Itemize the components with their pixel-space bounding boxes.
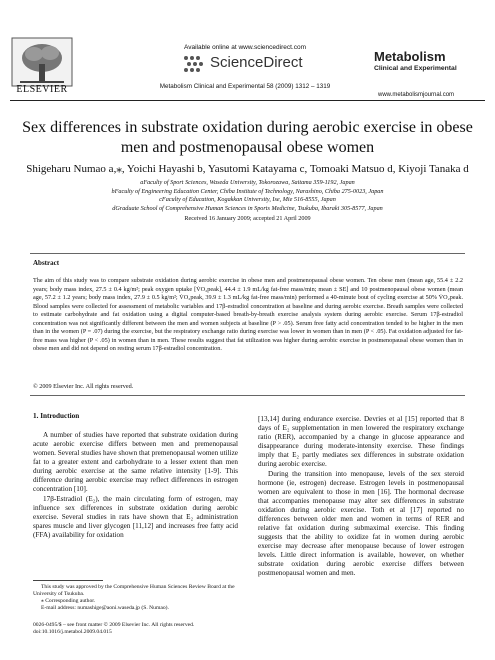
journal-citation: Metabolism Clinical and Experimental 58 (2009) 1312 – 1319 (159, 83, 331, 90)
intro-paragraph-3: [13,14] during endurance exercise. Devries et al [15] reported that 8 days of E₂ supplementation in men lowered the respiratory exchange ratio (RER), accompanied by a change in glucose appearance and disappearance during moderate-intensity exercise. These findings imply that E₂ partly mediates sex differences in substrate oxidation during aerobic exercise. (258, 415, 464, 468)
journal-header (0, 0, 495, 100)
issn-line: 0026-0495/$ – see front matter © 2009 Elsevier Inc. All rights reserved. (33, 622, 195, 628)
abstract-heading: Abstract (33, 259, 60, 267)
body-column-left (33, 412, 238, 541)
journal-name: Metabolism (374, 49, 446, 64)
journal-url-link[interactable]: www.metabolismjournal.com (378, 92, 455, 98)
sciencedirect-dots-icon (180, 53, 208, 75)
footnote-corresponding: ⁎ Corresponding author. (41, 598, 96, 604)
footnote-rule (33, 580, 103, 581)
sciencedirect-logo (180, 53, 320, 75)
affiliation-b: bFaculty of Engineering Education Center, Chiba Institute of Technology, Narashino, Chiba 275-0023, Japan (111, 187, 384, 195)
affiliation-c: cFaculty of Education, Kogakkan University, Ise, Mie 516-8555, Japan (159, 196, 336, 204)
intro-paragraph-2: 17β-Estradiol (E₂), the main circulating form of estrogen, may influence sex differences in substrate oxidation during aerobic exercise. Several studies in rats have shown that E₂ administration spares muscle and liver glycogen [11,12] and increases free fatty acid (FFA) availability for oxidation (33, 495, 238, 539)
header-divider (10, 100, 485, 101)
body-column-right (258, 415, 464, 579)
footnote-approval: This study was approved by the Comprehensive Human Sciences Review Board at the University of Tsukuba. (33, 584, 235, 597)
elsevier-tree-logo-icon (10, 36, 74, 88)
intro-paragraph-1: A number of studies have reported that substrate oxidation during acute aerobic exercise differs between men and premenopausal women. Several studies have shown that premenopausal women utilize fat to a greater extent and carbohydrate to a lesser extent than men during aerobic exercise at the same relative intensity [1-9]. This difference during aerobic exercise may reflect differences in estrogen concentration [10]. (33, 431, 238, 493)
abstract-top-rule (30, 253, 465, 254)
publisher-name: ELSEVIER (16, 84, 68, 95)
section-heading-introduction: 1. Introduction (33, 412, 80, 420)
affiliation-d: dGraduate School of Comprehensive Human Sciences in Sports Medicine, Tsukuba, Ibaraki 305-8577, Japan (112, 204, 383, 212)
intro-paragraph-4: During the transition into menopause, levels of the sex steroid hormone (ie, estrogen) decrease. Estrogen levels in postmenopausal women are equivalent to those in men [16]. The hormonal decrease that accompanies menopause may alter sex differences in substrate oxidation during aerobic exercise. Toth et al [17] reported no differences between older men and women in terms of RER and relative fat oxidation during submaximal exercise. This finding suggests that the ability to oxidize fat in women during aerobic exercise may decrease after menopause because of lower estrogen levels. Little direct information is available, however, on whether substrate oxidation during aerobic exercise differs between postmenopausal women and men. (258, 470, 464, 577)
abstract-copyright: © 2009 Elsevier Inc. All rights reserved. (33, 383, 134, 390)
issn-doi (33, 622, 238, 636)
doi-link[interactable]: doi:10.1016/j.metabol.2009.04.015 (33, 629, 112, 635)
affiliation-a: aFaculty of Sport Sciences, Waseda University, Tokorozawa, Saitama 359-1192, Japan (140, 179, 355, 186)
affiliations (20, 179, 475, 213)
article-title: Sex differences in substrate oxidation during aerobic exercise in obese men and postmenopausal obese women (22, 119, 473, 156)
received-dates: Received 16 January 2009; accepted 21 April 2009 (184, 215, 311, 222)
abstract-text: The aim of this study was to compare substrate oxidation during aerobic exercise in obese men and postmenopausal obese women. Ten obese men (mean age, 55.4 ± 2.2 years; body mass index, 27.5 ± 0.4 kg/m²; peak oxygen uptake [V̇O₂peak], 44.4 ± 1.9 mL/kg fat-free mass/min; mean ± SE] and 10 postmenopausal obese women (mean age, 57.2 ± 1.2 years; body mass index, 27.9 ± 0.5 kg/m²; V̇O₂peak, 39.9 ± 1.3 mL/kg fat-free mass/min) performed a 40-minute bout of cycling exercise at 50% V̇O₂peak. Blood samples were collected for assessment of metabolic variables and 17β-estradiol concentration at baseline and during aerobic exercise. Breath samples were collected to estimate carbohydrate and fat oxidation using a digital computer-based breath-by-breath exercise analysis system during aerobic exercise. Serum 17β-estradiol concentration was not significantly different between the men and women subjects at baseline (P > .05). Serum free fatty acid concentration tended to be higher in the men than in the women (P = .07) during the exercise, but the respiratory exchange ratio during exercise was lower in women than in men (P < .05). Fat oxidation adjusted for fat-free mass was higher (P < .05) in women than in men. These results suggest that fat utilization was higher during aerobic exercise in postmenopausal obese women than in obese men and did not depend on resting serum 17β-estradiol concentration. (33, 277, 463, 353)
footnotes (33, 584, 238, 612)
abstract-bottom-rule (30, 395, 465, 396)
footnote-email[interactable]: E-mail address: numashige@aoni.waseda.jp (S. Numao). (41, 605, 169, 611)
author-list: Shigeharu Numao a,⁎, Yoichi Hayashi b, Yasutomi Katayama c, Tomoaki Matsuo d, Kiyoji Tanaka d (26, 163, 469, 175)
journal-brand (374, 49, 492, 72)
journal-subtitle: Clinical and Experimental (374, 65, 457, 72)
sciencedirect-wordmark: ScienceDirect (210, 54, 303, 71)
available-online-text: Available online at www.sciencedirect.com (184, 44, 306, 51)
